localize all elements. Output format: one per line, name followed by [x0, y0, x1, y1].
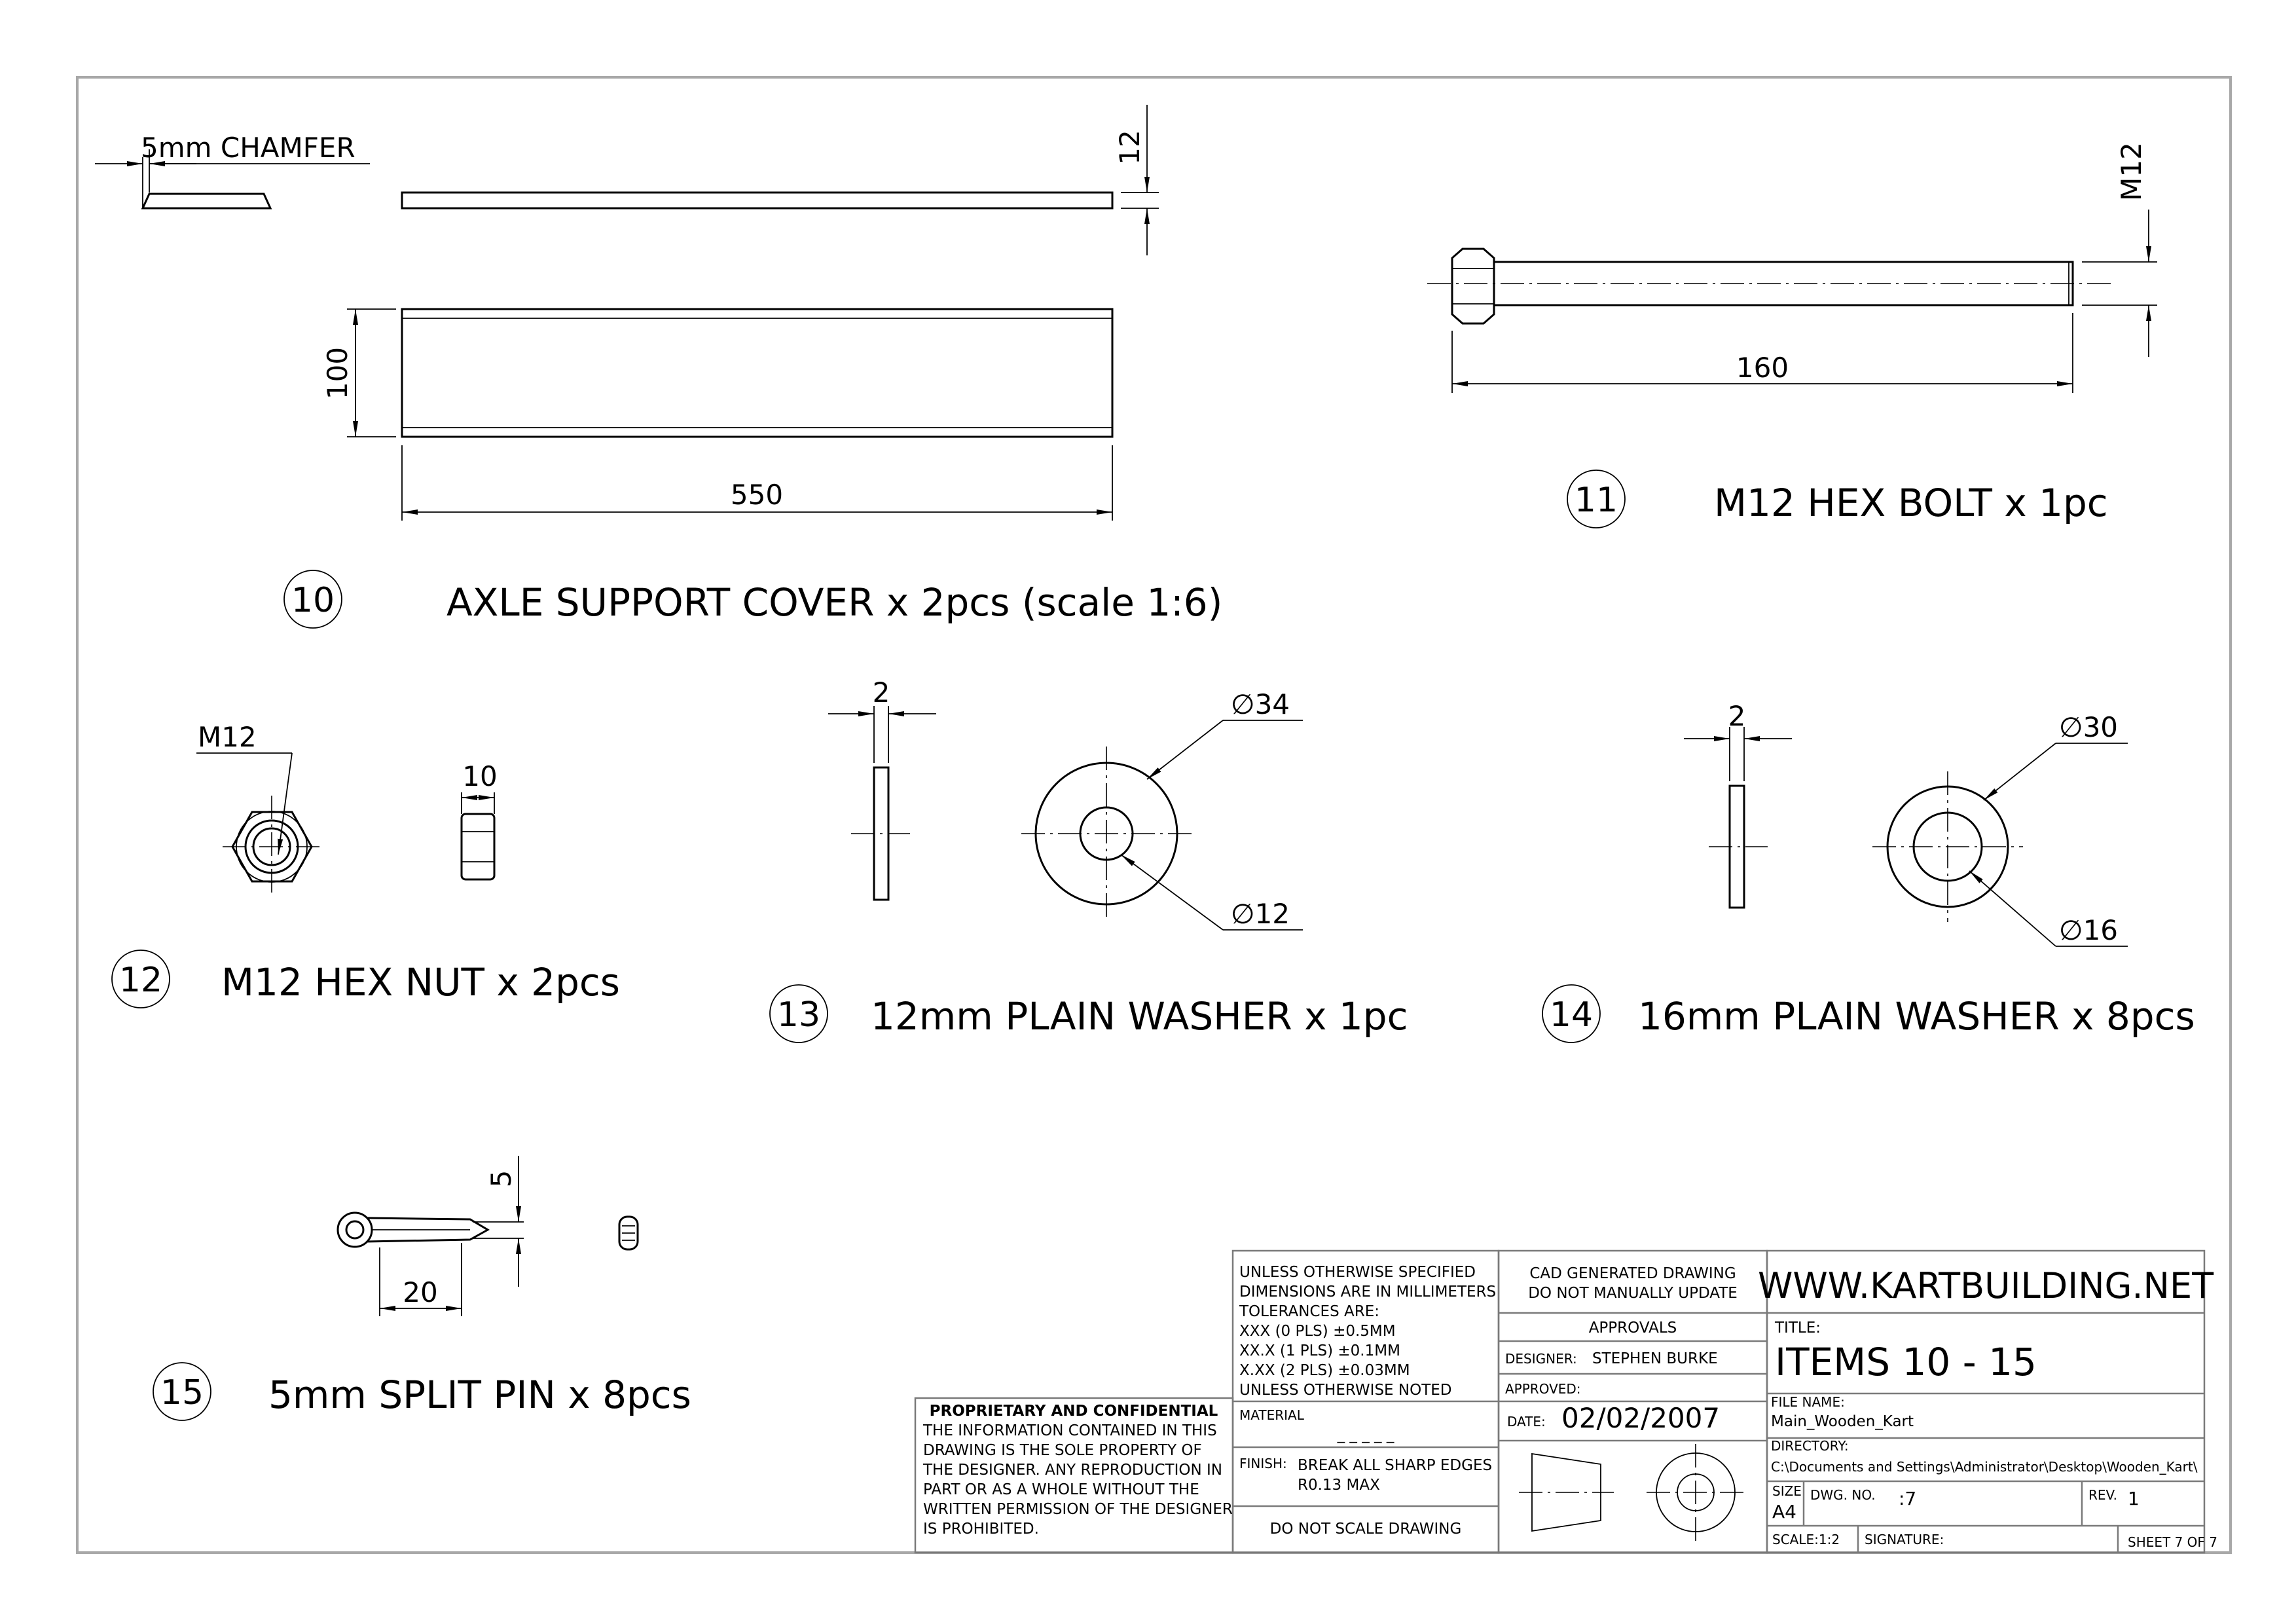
balloon-12-number: 12 [118, 961, 163, 1000]
sheet-number: SHEET 7 OF 7 [2128, 1534, 2217, 1550]
designer-label: DESIGNER: [1505, 1351, 1577, 1367]
cad-note-line-2: DO NOT MANUALLY UPDATE [1528, 1285, 1738, 1302]
designer-value: STEPHEN BURKE [1592, 1350, 1718, 1367]
cover-front-view [402, 309, 1112, 437]
file-name-label: FILE NAME: [1771, 1394, 1845, 1410]
balloon-14-number: 14 [1549, 995, 1594, 1035]
rev-label: REV. [2088, 1487, 2117, 1503]
nut-thread-dim: M12 [198, 721, 257, 753]
item-11-title: M12 HEX BOLT x 1pc [1714, 481, 2108, 525]
washer13-outer-dim: ∅34 [1231, 688, 1290, 720]
projection-symbol [1519, 1444, 1745, 1542]
dwg-no-label: DWG. NO. [1810, 1487, 1876, 1503]
finish-label: FINISH: [1239, 1456, 1287, 1471]
size-label: SIZE [1772, 1483, 1802, 1499]
file-name-value: Main_Wooden_Kart [1771, 1413, 1914, 1430]
item-14-plain-washer-16mm [1542, 700, 2195, 1043]
cover-length-dim: 550 [730, 479, 784, 511]
chamfer-detail-shape [143, 194, 270, 208]
bolt-thread-dim: M12 [2115, 142, 2147, 201]
directory-label: DIRECTORY: [1771, 1438, 1849, 1454]
split-pin-length-dim: 20 [403, 1276, 438, 1308]
item-13-plain-washer-12mm [770, 676, 1408, 1043]
chamfer-note-label: 5mm CHAMFER [141, 132, 355, 164]
washer13-inner-dim: ∅12 [1231, 898, 1290, 930]
nut-width-dim: 10 [462, 760, 498, 792]
proprietary-line-2: DRAWING IS THE SOLE PROPERTY OF [923, 1442, 1202, 1459]
item-12-hex-nut [112, 721, 620, 1008]
dwg-no-value: :7 [1899, 1488, 1917, 1509]
washer13-thickness-dim: 2 [872, 676, 890, 709]
cover-height-dim: 100 [321, 346, 354, 400]
tolerance-line-4: XXX (0 PLS) ±0.5MM [1239, 1323, 1396, 1340]
cad-note-line-1: CAD GENERATED DRAWING [1529, 1265, 1736, 1282]
balloon-13-number: 13 [776, 995, 821, 1035]
rev-value: 1 [2128, 1488, 2140, 1509]
size-value: A4 [1772, 1501, 1796, 1522]
tolerance-line-6: X.XX (2 PLS) ±0.03MM [1239, 1362, 1410, 1379]
tolerance-line-7: UNLESS OTHERWISE NOTED [1239, 1382, 1452, 1399]
title-label: TITLE: [1775, 1320, 1821, 1337]
material-value: _ _ _ _ _ [1337, 1426, 1394, 1443]
split-pin-eye-inner [346, 1221, 363, 1238]
bolt-length-dim: 160 [1736, 352, 1789, 384]
item-10-axle-support-cover [95, 105, 1222, 628]
website-label: WWW.KARTBUILDING.NET [1757, 1265, 2214, 1306]
washer14-inner-dim: ∅16 [2059, 914, 2119, 946]
date-value: 02/02/2007 [1561, 1402, 1721, 1434]
do-not-scale-note: DO NOT SCALE DRAWING [1269, 1521, 1462, 1538]
balloon-11-number: 11 [1574, 481, 1618, 520]
item-11-hex-bolt [1427, 142, 2157, 528]
proprietary-line-1: THE INFORMATION CONTAINED IN THIS [923, 1422, 1217, 1439]
bolt-head [1452, 249, 1494, 323]
proprietary-line-5: WRITTEN PERMISSION OF THE DESIGNER [923, 1501, 1233, 1518]
material-label: MATERIAL [1239, 1407, 1304, 1423]
item-13-title: 12mm PLAIN WASHER x 1pc [871, 994, 1408, 1039]
drawing-title: ITEMS 10 - 15 [1775, 1340, 2037, 1384]
tolerance-line-1: UNLESS OTHERWISE SPECIFIED [1239, 1264, 1476, 1281]
sheet-border [77, 77, 2231, 1553]
washer14-thickness-dim: 2 [1728, 700, 1746, 732]
signature-label: SIGNATURE: [1865, 1532, 1944, 1547]
proprietary-heading: PROPRIETARY AND CONFIDENTIAL [929, 1403, 1218, 1420]
item-15-title: 5mm SPLIT PIN x 8pcs [268, 1373, 691, 1417]
directory-value: C:\Documents and Settings\Administrator\Desktop\Wooden_Kart\ [1771, 1459, 2198, 1475]
item-15-split-pin [153, 1156, 691, 1420]
approved-label: APPROVED: [1505, 1381, 1581, 1397]
item-10-title: AXLE SUPPORT COVER x 2pcs (scale 1:6) [446, 580, 1223, 625]
cover-top-view [402, 193, 1112, 208]
finish-line-1: BREAK ALL SHARP EDGES [1298, 1457, 1493, 1474]
item-14-title: 16mm PLAIN WASHER x 8pcs [1638, 994, 2195, 1039]
split-pin-diameter-dim: 5 [485, 1170, 517, 1188]
finish-line-2: R0.13 MAX [1298, 1477, 1380, 1494]
washer14-outer-dim: ∅30 [2059, 711, 2119, 743]
tolerance-line-3: TOLERANCES ARE: [1239, 1303, 1379, 1320]
cover-thickness-dim: 12 [1114, 130, 1146, 165]
approvals-heading: APPROVALS [1588, 1320, 1677, 1337]
proprietary-line-6: IS PROHIBITED. [923, 1521, 1039, 1538]
title-block [915, 1251, 2217, 1553]
tolerance-line-2: DIMENSIONS ARE IN MILLIMETERS [1239, 1283, 1497, 1301]
tolerance-line-5: XX.X (1 PLS) ±0.1MM [1239, 1342, 1400, 1359]
balloon-15-number: 15 [160, 1373, 204, 1412]
nut-side-view [462, 814, 494, 879]
scale-value: SCALE:1:2 [1772, 1532, 1840, 1547]
proprietary-line-4: PART OR AS A WHOLE WITHOUT THE [923, 1481, 1199, 1498]
proprietary-line-3: THE DESIGNER. ANY REPRODUCTION IN [923, 1462, 1222, 1479]
balloon-10-number: 10 [291, 581, 335, 620]
date-label: DATE: [1507, 1414, 1546, 1430]
item-12-title: M12 HEX NUT x 2pcs [221, 960, 620, 1005]
